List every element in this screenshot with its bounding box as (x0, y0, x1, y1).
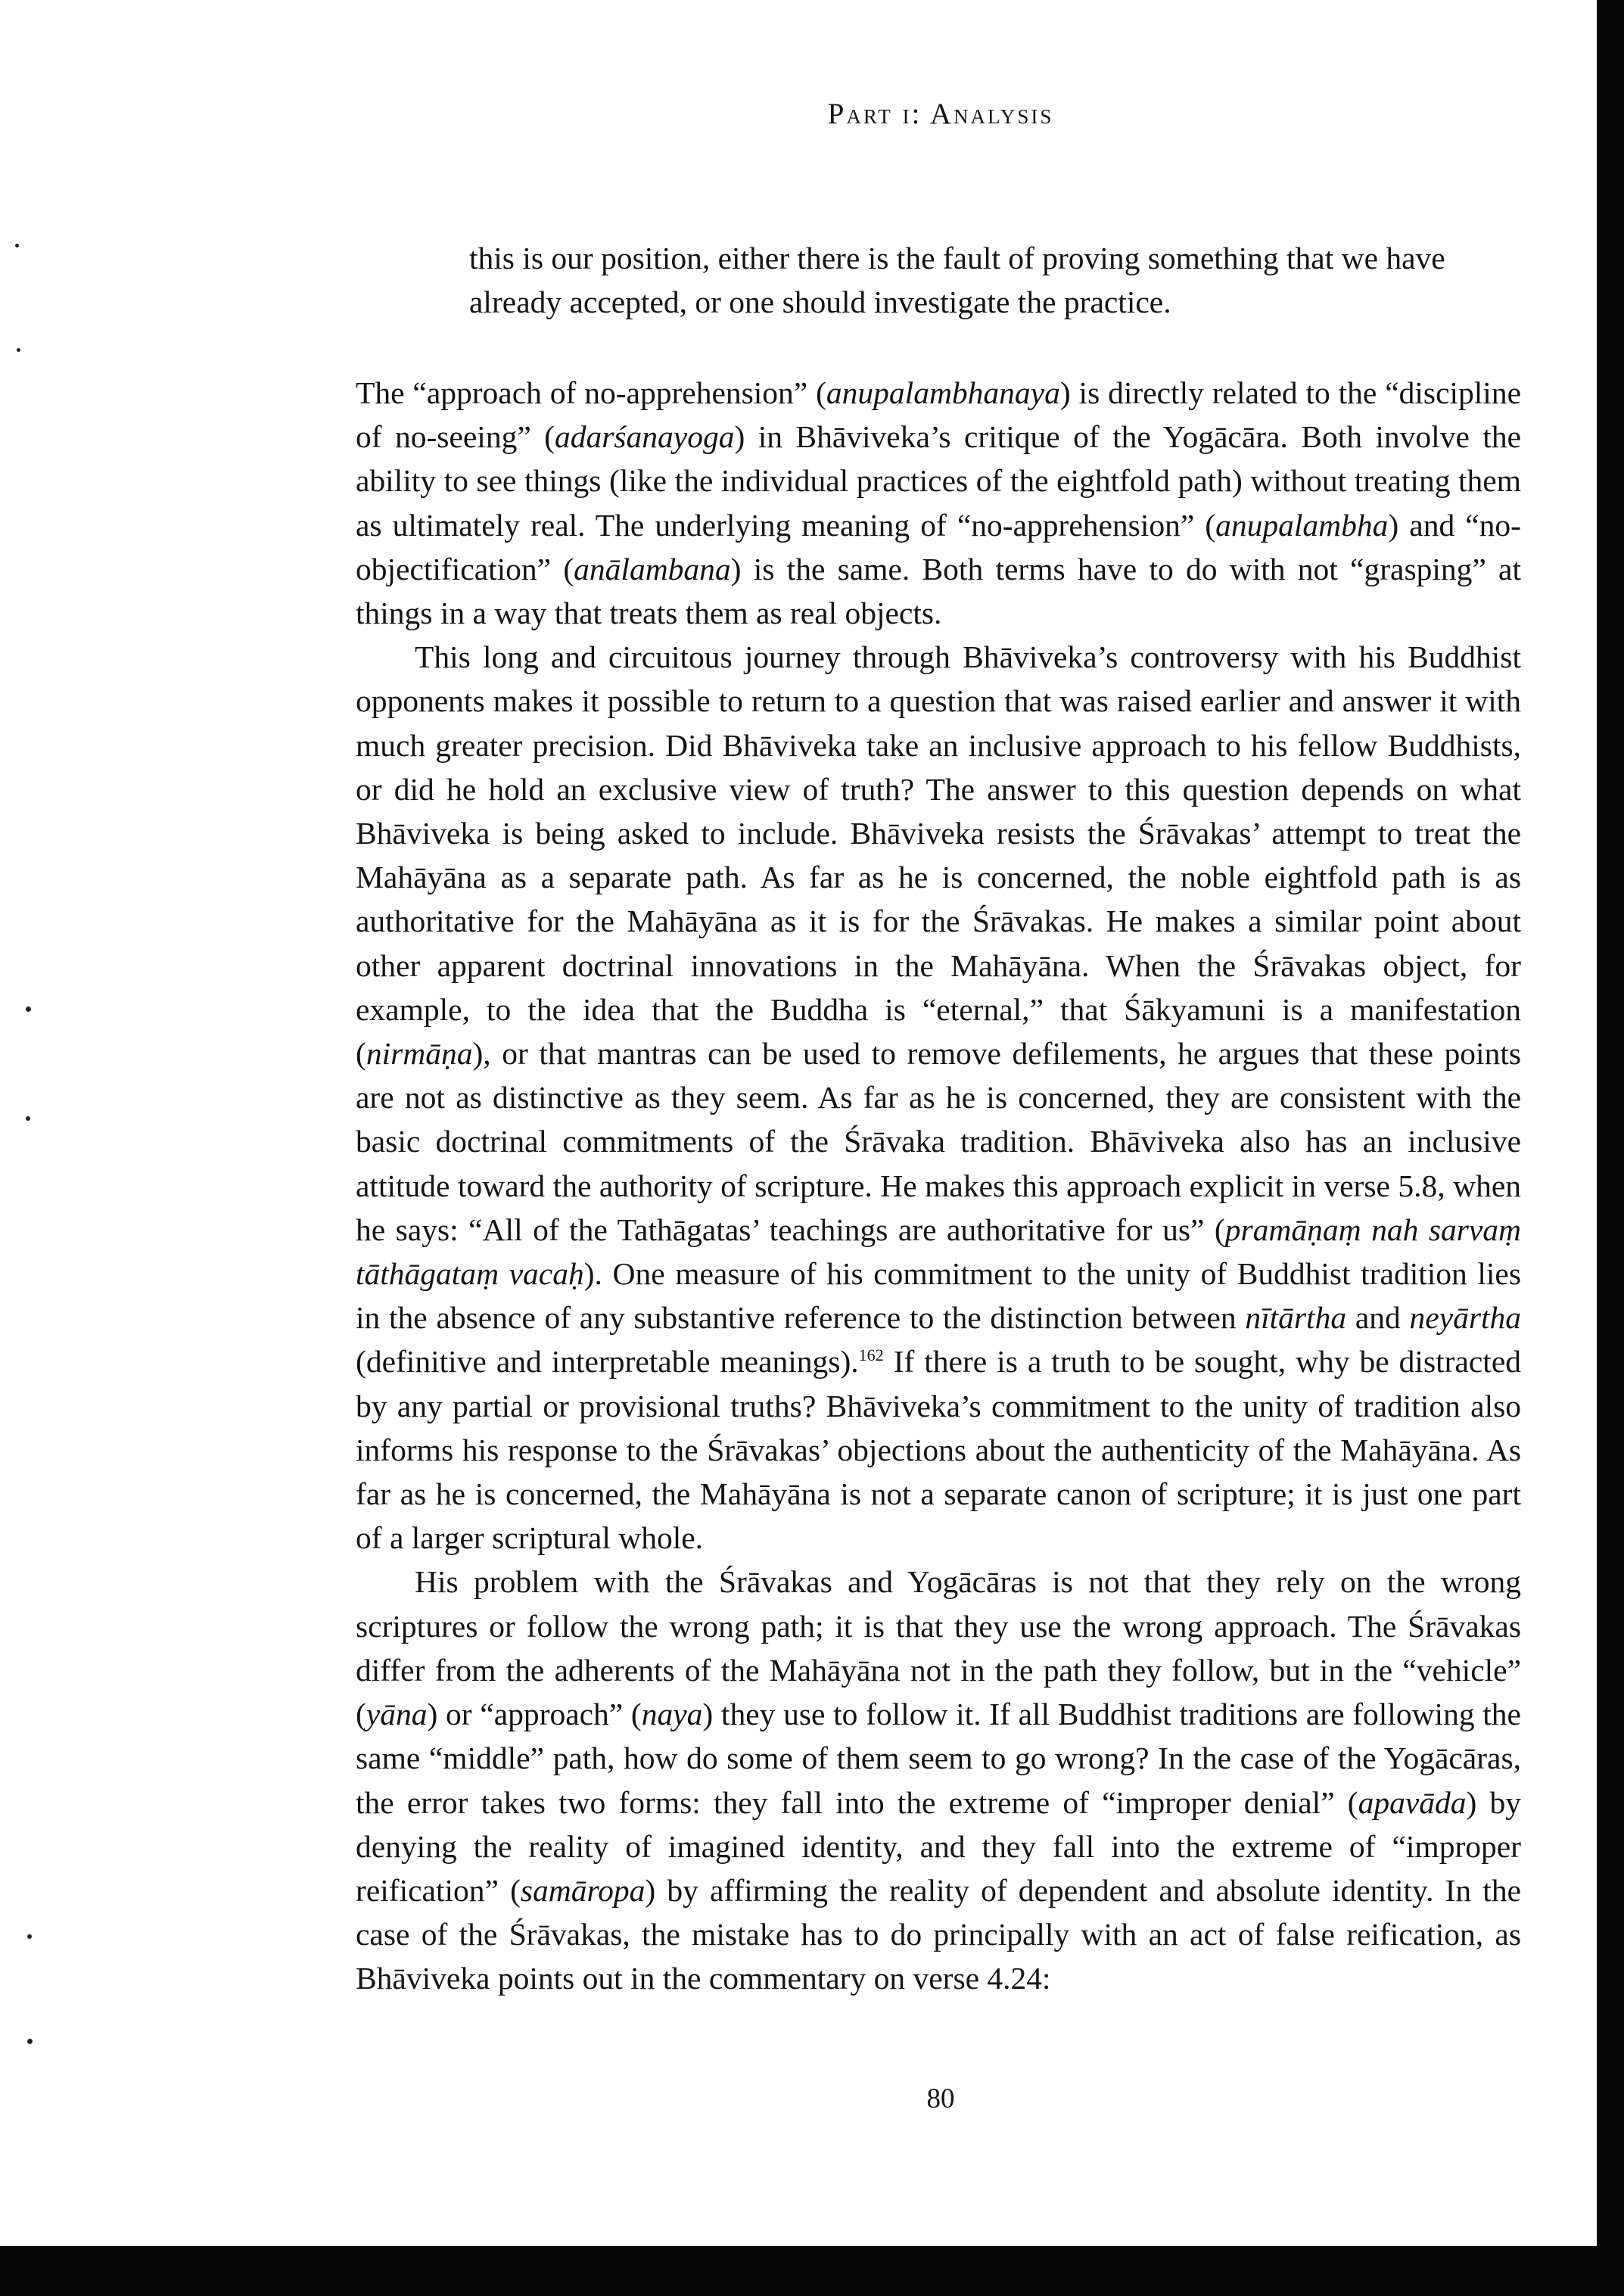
text-run: If there is a truth to be sought, why be distracted by any partial or provisional truths? Bhāviveka’s commitment to the unity of tradition also informs his response to the Śrāvakas’ objections about the authenticity of the Mahāyāna. As far as he is concerned, the Mahāyāna is not a separate canon of scripture; it is just one part of a larger scriptural whole. (356, 1344, 1521, 1556)
text-run: and (1346, 1300, 1410, 1336)
italic-term: pramāṇaṃ nah sarvaṃ tāthāgataṃ vacaḥ (356, 1212, 1522, 1292)
italic-term: anālambana (574, 551, 731, 586)
scan-speck (17, 348, 20, 352)
italic-term: yāna (366, 1697, 428, 1732)
italic-term: anupalambha (1215, 507, 1389, 543)
text-run: ) is the same. Both terms have to do with not “grasping” at things in a way that treats them as real objects. (356, 551, 1521, 631)
scan-speck (27, 2039, 33, 2044)
scan-speck (26, 1006, 31, 1012)
footnote-ref: 162 (858, 1346, 884, 1365)
text-run: This long and circuitous journey through Bhāviveka’s controversy with his Buddhist opponents makes it possible to return to a question that was raised earlier and answer it with much greater precision. Did Bhāviveka take an inclusive approach to his fellow Buddhists, or did he hold an exclusive view of truth? The answer to this question depends on what Bhāviveka is being asked to include. Bhāviveka resists the Śrāvakas’ attempt to treat the Mahāyāna as a separate path. As far as he is concerned, the noble eightfold path is as authoritative for the Mahāyāna as it is for the Śrāvakas. He makes a similar point about other apparent doctrinal innovations in the Mahāyāna. When the Śrāvakas object, for example, to the idea that the Buddha is “eternal,” that Śākyamuni is a manifestation ( (356, 639, 1521, 1072)
text-run: ) by denying the reality of imagined identity, and they fall into the extreme of “improper reification” ( (356, 1784, 1521, 1908)
text-run: (definitive and interpretable meanings). (356, 1344, 859, 1380)
scan-speck (26, 1116, 30, 1121)
italic-term: samāropa (520, 1872, 646, 1908)
paragraph (356, 371, 1521, 635)
italic-term: apavāda (1358, 1784, 1467, 1820)
scan-bottom-edge (0, 2246, 1624, 2296)
text-run: ). One measure of his commitment to the unity of Buddhist tradition lies in the absence of any substantive reference to the distinction between (356, 1256, 1521, 1336)
scan-right-edge (1597, 0, 1624, 2296)
italic-term: nītārtha (1245, 1300, 1347, 1336)
italic-term: neyārtha (1409, 1300, 1522, 1336)
paragraph (356, 635, 1521, 1560)
text-run: ) and “no-objectification” ( (356, 507, 1522, 586)
text-run: ), or that mantras can be used to remove defilements, he argues that these points are not as distinctive as they seem. As far as he is concerned, they are consistent with the basic doctrinal commitments of the Śrāvaka tradition. Bhāviveka also has an inclusive attitude toward the authority of scripture. He makes this approach explicit in verse 5.8, when he says: “All of the Tathāgatas’ teachings are authoritative for us” ( (356, 1036, 1521, 1247)
text-run: ) or “approach” ( (427, 1697, 642, 1732)
text-run: ) is directly related to the “discipline of no-seeing” ( (356, 375, 1522, 455)
body-text (356, 371, 1521, 2001)
italic-term: nirmāṇa (366, 1036, 473, 1072)
italic-term: naya (641, 1697, 703, 1732)
page-number: 80 (926, 2083, 955, 2114)
text-run: The “approach of no-apprehension” ( (356, 375, 826, 410)
scan-speck (27, 1934, 32, 1939)
text-run: ) in Bhāviveka’s critique of the Yogācāra. Both involve the ability to see things (like the individual practices of the eightfold path) without treating them as ultimately real. The underlying meaning of “no-apprehension” ( (356, 419, 1521, 543)
text-run: ) they use to follow it. If all Buddhist traditions are following the same “middle” path, how do some of them seem to go wrong? In the case of the Yogācāras, the error takes two forms: they fall into the extreme of “improper denial” ( (356, 1697, 1521, 1820)
text-run: ) by affirming the reality of dependent and absolute identity. In the case of the Śrāvakas, the mistake has to do principally with an act of false reification, as Bhāviveka points out in the commentary on verse 4.24: (356, 1872, 1521, 1996)
italic-term: anupalambhanaya (826, 375, 1060, 410)
italic-term: adarśanayoga (554, 419, 735, 455)
paragraph (356, 1560, 1521, 2000)
running-head: Part i: Analysis (827, 98, 1054, 130)
text-run: His problem with the Śrāvakas and Yogācāras is not that they rely on the wrong scriptures or follow the wrong path; it is that they use the wrong approach. The Śrāvakas differ from the adherents of the Mahāyāna not in the path they follow, but in the “vehicle” ( (356, 1564, 1521, 1732)
scan-speck (15, 244, 19, 247)
block-quote: this is our position, either there is the fault of proving something that we have already accepted, or one should investigate the practice. (469, 241, 1445, 319)
